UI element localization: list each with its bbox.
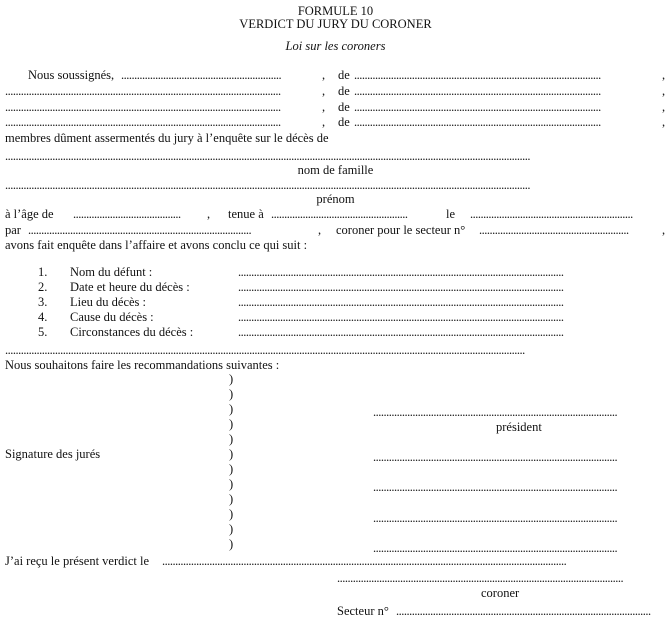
signature-bracket: )	[229, 447, 234, 461]
finding-label: Circonstances du décès :	[70, 325, 194, 339]
juror-signature-line: .............................................................................................	[373, 480, 618, 494]
juror-comma: ,	[322, 84, 326, 98]
president-caption: président	[496, 420, 542, 434]
juror-comma: ,	[662, 68, 666, 82]
juror-signature-line: .............................................................................................	[373, 541, 618, 555]
coroner-signature-line: .............................................................................................................	[337, 571, 624, 585]
finding-label: Lieu du décès :	[70, 295, 147, 309]
finding-line: ............................................................................................................................	[238, 280, 564, 294]
conclusion-statement: avons fait enquête dans l’affaire et avons conclu ce qui suit :	[5, 238, 308, 252]
juror-of-label: de	[338, 115, 350, 129]
juror-residence-line-1: ..............................................................................................	[354, 68, 601, 82]
signature-bracket: )	[229, 537, 234, 551]
sector-comma: ,	[662, 223, 666, 237]
inquest-date-line: ..............................................................	[470, 207, 633, 221]
held-at-line: ....................................................	[271, 207, 408, 221]
juror-residence-line-2: ..............................................................................................	[354, 84, 601, 98]
coroner-comma: ,	[318, 223, 322, 237]
juror-name-line-4: .........................................................................................................	[5, 115, 281, 129]
surname-line: ........................................................................................................................................................................................................	[5, 149, 530, 163]
age-line: .........................................	[73, 207, 181, 221]
sector-number-line: .........................................................	[479, 223, 629, 237]
signature-bracket: )	[229, 492, 234, 506]
juror-name-line-1: .............................................................	[121, 68, 282, 82]
age-label: à l’âge de	[5, 207, 54, 221]
finding-number: 5.	[38, 325, 48, 339]
juror-comma: ,	[322, 100, 326, 114]
recommendations-statement: Nous souhaitons faire les recommandations suivantes :	[5, 358, 280, 372]
law-reference: Loi sur les coroners	[285, 39, 386, 53]
finding-line: ............................................................................................................................	[238, 310, 564, 324]
coroner-sector-label: coroner pour le secteur n°	[336, 223, 466, 237]
members-statement: membres dûment assermentés du jury à l’enquête sur le décès de	[5, 131, 329, 145]
juror-signature-line: .............................................................................................	[373, 450, 618, 464]
juror-comma: ,	[662, 100, 666, 114]
coroner-name-line: .....................................................................................	[28, 223, 252, 237]
sector-line: .................................................................................................	[396, 604, 651, 618]
finding-line: ............................................................................................................................	[238, 265, 564, 279]
signature-bracket: )	[229, 462, 234, 476]
juror-of-label: de	[338, 68, 350, 82]
finding-line: ............................................................................................................................	[238, 325, 564, 339]
signature-bracket: )	[229, 522, 234, 536]
finding-number: 3.	[38, 295, 48, 309]
juror-name-line-2: .........................................................................................................	[5, 84, 281, 98]
signature-bracket: )	[229, 432, 234, 446]
receipt-date-line: ..........................................................................................................................................................	[162, 554, 567, 568]
signature-bracket: )	[229, 507, 234, 521]
finding-number: 1.	[38, 265, 48, 279]
finding-label: Nom du défunt :	[70, 265, 153, 279]
finding-label: Date et heure du décès :	[70, 280, 190, 294]
signature-bracket: )	[229, 387, 234, 401]
juror-comma: ,	[322, 115, 326, 129]
date-label: le	[446, 207, 456, 221]
finding-number: 4.	[38, 310, 48, 324]
held-at-label: tenue à	[228, 207, 264, 221]
juror-of-label: de	[338, 84, 350, 98]
juror-name-line-3: .........................................................................................................	[5, 100, 281, 114]
signature-bracket: )	[229, 417, 234, 431]
finding-label: Cause du décès :	[70, 310, 154, 324]
finding-number: 2.	[38, 280, 48, 294]
president-signature-line: .............................................................................................	[373, 405, 618, 419]
firstname-caption: prénom	[316, 192, 355, 206]
circumstances-continuation-line: ......................................................................................................................................................................................................	[5, 343, 525, 357]
age-comma: ,	[207, 207, 211, 221]
juror-comma: ,	[662, 84, 666, 98]
jurors-signature-label: Signature des jurés	[5, 447, 101, 461]
sector-label: Secteur n°	[337, 604, 389, 618]
form-number: FORMULE 10	[297, 4, 374, 18]
juror-residence-line-3: ..............................................................................................	[354, 100, 601, 114]
jurors-intro: Nous soussignés,	[28, 68, 115, 82]
surname-caption: nom de famille	[297, 163, 374, 177]
signature-bracket: )	[229, 477, 234, 491]
firstname-line: ........................................................................................................................................................................................................	[5, 178, 530, 192]
juror-signature-line: .............................................................................................	[373, 511, 618, 525]
juror-comma: ,	[662, 115, 666, 129]
finding-line: ............................................................................................................................	[238, 295, 564, 309]
signature-bracket: )	[229, 372, 234, 386]
juror-of-label: de	[338, 100, 350, 114]
juror-residence-line-4: ..............................................................................................	[354, 115, 601, 129]
coroner-caption: coroner	[481, 586, 520, 600]
receipt-statement: J’ai reçu le présent verdict le	[5, 554, 150, 568]
by-label: par	[5, 223, 21, 237]
juror-comma: ,	[322, 68, 326, 82]
form-title: VERDICT DU JURY DU CORONER	[239, 17, 432, 31]
signature-bracket: )	[229, 402, 234, 416]
